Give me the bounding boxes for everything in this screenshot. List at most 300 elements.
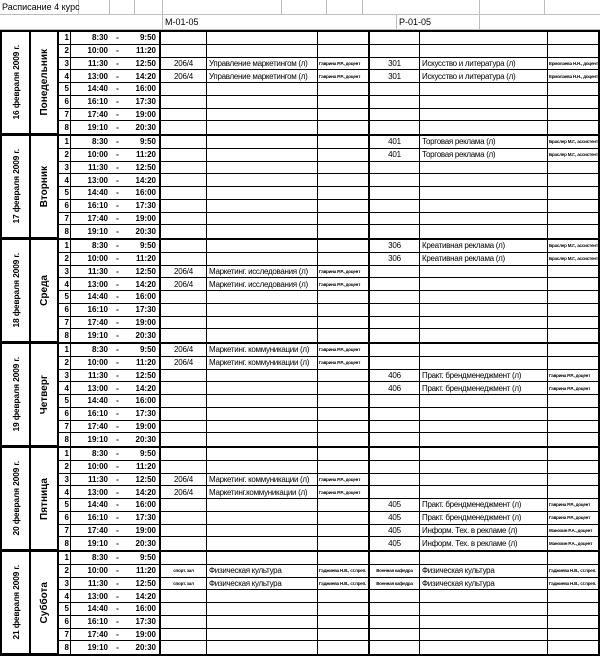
teacher-cell-m[interactable] [318,525,370,538]
row-number-cell[interactable]: 5 [59,187,71,200]
time-start-cell[interactable]: 10:00 [71,357,111,370]
room-cell-m[interactable] [161,96,207,109]
teacher-cell-m[interactable] [318,395,370,408]
teacher-cell-p[interactable]: Гаврина Р.Р., доцент [548,370,598,383]
teacher-cell-m[interactable] [318,537,370,550]
subject-cell-p[interactable] [420,291,548,304]
subject-cell-m[interactable] [207,512,318,525]
time-start-cell[interactable]: 13:00 [71,590,111,603]
row-number-cell[interactable]: 2 [59,357,71,370]
subject-cell-p[interactable] [420,329,548,342]
subject-cell-m[interactable] [207,537,318,550]
subject-cell-m[interactable]: Физическая культура [207,578,318,591]
time-start-cell[interactable]: 8:30 [71,136,111,149]
room-cell-p[interactable] [370,213,420,226]
row-number-cell[interactable]: 2 [59,149,71,162]
time-dash-cell[interactable]: - [111,461,124,474]
room-cell-p[interactable]: 405 [370,537,420,550]
time-dash-cell[interactable]: - [111,266,124,279]
time-dash-cell[interactable]: - [111,200,124,213]
room-cell-m[interactable] [161,512,207,525]
teacher-cell-m[interactable] [318,121,370,134]
room-cell-p[interactable]: 406 [370,370,420,383]
time-dash-cell[interactable]: - [111,187,124,200]
row-number-cell[interactable]: 4 [59,382,71,395]
row-number-cell[interactable]: 2 [59,45,71,58]
time-start-cell[interactable]: 10:00 [71,45,111,58]
teacher-cell-p[interactable] [548,395,598,408]
room-cell-m[interactable] [161,448,207,461]
teacher-cell-p[interactable] [548,266,598,279]
room-cell-m[interactable]: 206/4 [161,58,207,71]
room-cell-m[interactable] [161,382,207,395]
time-start-cell[interactable]: 13:00 [71,382,111,395]
time-dash-cell[interactable]: - [111,58,124,71]
time-end-cell[interactable]: 9:50 [124,344,161,357]
teacher-cell-m[interactable] [318,370,370,383]
time-dash-cell[interactable]: - [111,136,124,149]
row-number-cell[interactable]: 2 [59,461,71,474]
time-start-cell[interactable]: 19:10 [87,123,108,133]
subject-cell-m[interactable] [207,174,318,187]
teacher-cell-p[interactable]: Ермолаева Н.Н., доцент [548,70,598,83]
row-number-cell[interactable]: 2 [59,565,71,578]
time-end-cell[interactable]: 16:00 [124,187,161,200]
time-start-cell[interactable]: 8:30 [71,448,111,461]
time-end-cell[interactable]: 20:30 [124,433,161,446]
room-cell-m[interactable] [161,552,207,565]
room-cell-m[interactable] [161,174,207,187]
time-start-cell[interactable]: 13:00 [71,278,111,291]
room-cell-m[interactable]: 206/4 [161,266,207,279]
time-end-cell[interactable]: 14:20 [124,174,161,187]
teacher-cell-m[interactable] [318,162,370,175]
room-cell-m[interactable] [161,525,207,538]
teacher-cell-m[interactable] [318,291,370,304]
room-cell-p[interactable] [370,121,420,134]
time-start-cell[interactable]: 16:10 [71,512,111,525]
time-end-cell[interactable]: 16:00 [124,603,161,616]
row-number-cell[interactable]: 3 [59,58,71,71]
time-end-cell[interactable]: 19:00 [124,629,161,642]
date-cell[interactable] [2,32,31,134]
time-dash-cell[interactable]: - [111,629,124,642]
time-dash-cell[interactable]: - [111,486,124,499]
teacher-cell-p[interactable] [548,121,598,134]
row-number-cell[interactable]: 6 [59,200,71,213]
subject-cell-p[interactable] [420,162,548,175]
time-dash-cell[interactable]: - [111,603,124,616]
subject-cell-m[interactable] [207,461,318,474]
room-cell-p[interactable] [370,96,420,109]
teacher-cell-m[interactable]: Гаврина Р.Р., доцент [318,70,370,83]
subject-cell-m[interactable] [207,590,318,603]
subject-cell-p[interactable] [420,200,548,213]
time-end-cell[interactable]: 11:20 [124,45,161,58]
room-cell-p[interactable] [370,266,420,279]
teacher-cell-p[interactable] [548,641,598,654]
date-cell[interactable] [2,552,31,654]
room-cell-p[interactable] [370,200,420,213]
teacher-cell-m[interactable] [318,499,370,512]
time-dash-cell[interactable]: - [111,474,124,487]
time-start-cell[interactable]: 14:40 [71,187,111,200]
room-cell-m[interactable] [161,461,207,474]
teacher-cell-p[interactable] [548,291,598,304]
room-cell-p[interactable] [370,278,420,291]
row-number-cell[interactable]: 7 [59,317,71,330]
room-cell-p[interactable]: 401 [370,149,420,162]
subject-cell-p[interactable] [420,304,548,317]
subject-cell-m[interactable] [207,32,318,45]
row-number-cell[interactable]: 6 [59,512,71,525]
row-number-cell[interactable]: 4 [59,174,71,187]
subject-cell-p[interactable] [420,174,548,187]
time-end-cell[interactable]: 16:00 [124,291,161,304]
date-cell[interactable] [2,136,31,238]
teacher-cell-p[interactable] [548,200,598,213]
teacher-cell-m[interactable] [318,408,370,421]
time-end-cell[interactable]: 16:00 [124,395,161,408]
time-end-cell[interactable]: 14:20 [124,382,161,395]
subject-cell-p[interactable]: Креативная реклама (л) [420,253,548,266]
teacher-cell-m[interactable] [318,616,370,629]
time-end-cell[interactable]: 19:00 [124,317,161,330]
time-dash-cell[interactable]: - [111,382,124,395]
teacher-cell-m[interactable] [318,45,370,58]
time-dash-cell[interactable]: - [111,253,124,266]
time-end-cell[interactable]: 11:20 [124,357,161,370]
time-dash-cell[interactable]: - [111,408,124,421]
time-end-cell[interactable]: 12:50 [124,58,161,71]
time-end-cell[interactable]: 16:00 [124,83,161,96]
room-cell-m[interactable]: спорт. зал [161,565,207,578]
room-cell-p[interactable] [370,616,420,629]
room-cell-m[interactable] [161,395,207,408]
time-end-cell[interactable]: 14:20 [124,486,161,499]
subject-cell-p[interactable] [420,187,548,200]
teacher-cell-p[interactable]: Манохин Р.А., доцент [548,525,598,538]
subject-cell-p[interactable] [420,278,548,291]
room-cell-p[interactable] [370,109,420,122]
time-start-cell[interactable]: 10:00 [71,253,111,266]
teacher-cell-p[interactable]: Ермолаева Н.Н., доцент [548,58,598,71]
subject-cell-m[interactable] [207,370,318,383]
room-cell-p[interactable] [370,187,420,200]
subject-cell-p[interactable] [420,603,548,616]
row-number-cell[interactable]: 4 [59,70,71,83]
teacher-cell-p[interactable] [548,174,598,187]
group-header-p[interactable]: Р-01-05 [397,15,480,30]
subject-cell-p[interactable] [420,32,548,45]
subject-cell-m[interactable]: Маркетинг. коммуникации (л) [207,357,318,370]
time-dash-cell[interactable]: - [116,123,119,133]
teacher-cell-m[interactable]: Гаврина Р.Р., доцент [318,58,370,71]
teacher-cell-p[interactable] [548,344,598,357]
time-start-cell[interactable]: 17:40 [71,525,111,538]
subject-cell-p[interactable] [420,357,548,370]
time-start-cell[interactable]: 17:40 [71,421,111,434]
sheet-title[interactable]: Расписание 4 курс [0,0,79,15]
room-cell-m[interactable] [161,162,207,175]
time-end-cell[interactable]: 9:50 [124,32,161,45]
teacher-cell-p[interactable] [548,421,598,434]
time-end-cell[interactable]: 12:50 [124,474,161,487]
subject-cell-p[interactable]: Искусство и литература (л) [420,70,548,83]
time-start-cell[interactable]: 16:10 [71,200,111,213]
row-number-cell[interactable]: 6 [59,304,71,317]
time-dash-cell[interactable]: - [111,317,124,330]
teacher-cell-p[interactable] [548,187,598,200]
time-end-cell[interactable]: 14:20 [124,590,161,603]
room-cell-m[interactable]: спорт. зал [161,578,207,591]
empty-cell[interactable] [363,0,480,15]
teacher-cell-p[interactable] [548,96,598,109]
time-start-cell[interactable]: 13:00 [71,486,111,499]
subject-cell-m[interactable] [207,499,318,512]
room-cell-p[interactable]: 301 [370,58,420,71]
subject-cell-p[interactable] [420,616,548,629]
teacher-cell-p[interactable] [548,474,598,487]
time-start-cell[interactable]: 16:10 [71,96,111,109]
subject-cell-m[interactable] [207,136,318,149]
room-cell-m[interactable]: 206/4 [161,357,207,370]
room-cell-m[interactable] [161,149,207,162]
teacher-cell-p[interactable]: Гаврина Р.Р., доцент [548,512,598,525]
time-start-cell[interactable]: 11:30 [71,370,111,383]
subject-cell-m[interactable] [207,121,318,134]
room-cell-m[interactable] [161,370,207,383]
subject-cell-m[interactable]: Физическая культура [207,565,318,578]
teacher-cell-p[interactable] [548,461,598,474]
subject-cell-m[interactable]: Маркетинг. исследования (л) [207,266,318,279]
day-name-cell[interactable] [31,136,59,238]
time-dash-cell[interactable]: - [111,616,124,629]
room-cell-m[interactable] [161,136,207,149]
time-end-cell[interactable]: 12:50 [124,266,161,279]
time-start-cell[interactable]: 16:10 [71,304,111,317]
subject-cell-p[interactable] [420,486,548,499]
day-name-cell[interactable] [31,240,59,342]
time-end-cell[interactable]: 19:00 [124,421,161,434]
room-cell-p[interactable]: 405 [370,512,420,525]
time-dash-cell[interactable]: - [111,278,124,291]
time-start-cell[interactable]: 17:40 [71,317,111,330]
room-cell-p[interactable]: 306 [370,253,420,266]
teacher-cell-m[interactable]: Гаджиева Н.В., ст.преп. [318,565,370,578]
teacher-cell-m[interactable] [318,304,370,317]
row-number-cell[interactable]: 5 [59,291,71,304]
teacher-cell-p[interactable]: Браслер М.Г., ассистент [548,149,598,162]
subject-cell-m[interactable]: Управление маркетингом (л) [207,70,318,83]
time-dash-cell[interactable]: - [111,162,124,175]
time-end-cell[interactable]: 14:20 [124,70,161,83]
subject-cell-m[interactable] [207,45,318,58]
subject-cell-p[interactable]: Практ. брендменеджмент (л) [420,382,548,395]
subject-cell-m[interactable] [207,629,318,642]
row-number-cell[interactable]: 7 [59,421,71,434]
room-cell-p[interactable] [370,45,420,58]
subject-cell-m[interactable] [207,83,318,96]
time-start-cell[interactable]: 11:30 [71,474,111,487]
teacher-cell-m[interactable] [318,200,370,213]
time-start-cell[interactable]: 11:30 [71,162,111,175]
teacher-cell-m[interactable]: Гаджиева Н.В., ст.преп. [318,578,370,591]
empty-cell[interactable] [545,0,600,15]
teacher-cell-p[interactable] [548,304,598,317]
time-end-cell[interactable]: 11:20 [124,253,161,266]
room-cell-m[interactable] [161,603,207,616]
teacher-cell-m[interactable] [318,253,370,266]
row-number-cell[interactable]: 8 [59,641,71,654]
subject-cell-p[interactable] [420,590,548,603]
row-number-cell[interactable]: 4 [59,486,71,499]
teacher-cell-p[interactable]: Гаврина Р.Р., доцент [548,499,598,512]
subject-cell-p[interactable] [420,641,548,654]
time-dash-cell[interactable]: - [111,344,124,357]
subject-cell-m[interactable]: Маркетинг. коммуникации (л) [207,474,318,487]
room-cell-m[interactable] [161,83,207,96]
teacher-cell-m[interactable] [318,382,370,395]
time-dash-cell[interactable]: - [111,590,124,603]
subject-cell-p[interactable] [420,109,548,122]
teacher-cell-m[interactable] [318,174,370,187]
teacher-cell-p[interactable] [548,616,598,629]
time-end-cell[interactable]: 16:00 [124,499,161,512]
time-start-cell[interactable]: 19:10 [87,435,108,445]
teacher-cell-p[interactable]: Гаджиева Н.В., ст.преп. [548,578,598,591]
empty-cell[interactable] [480,0,545,15]
row-number-cell[interactable]: 5 [59,499,71,512]
time-dash-cell[interactable]: - [116,435,119,445]
subject-cell-p[interactable] [420,474,548,487]
room-cell-p[interactable] [370,83,420,96]
subject-cell-m[interactable] [207,253,318,266]
time-start-cell[interactable]: 8:30 [71,552,111,565]
room-cell-p[interactable] [370,590,420,603]
teacher-cell-p[interactable] [548,552,598,565]
teacher-cell-m[interactable]: Гаврина Р.Р., доцент [318,278,370,291]
time-start-cell[interactable]: 13:00 [71,70,111,83]
room-cell-m[interactable]: 206/4 [161,474,207,487]
room-cell-p[interactable] [370,225,420,238]
time-dash-cell[interactable]: - [111,149,124,162]
subject-cell-m[interactable] [207,408,318,421]
teacher-cell-p[interactable]: Браслер М.Г., ассистент [548,136,598,149]
room-cell-p[interactable] [370,641,420,654]
room-cell-m[interactable] [161,499,207,512]
room-cell-p[interactable] [370,629,420,642]
teacher-cell-p[interactable] [548,225,598,238]
time-end-cell[interactable]: 20:30 [124,225,161,238]
subject-cell-p[interactable] [420,45,548,58]
teacher-cell-m[interactable] [318,225,370,238]
room-cell-m[interactable] [161,253,207,266]
teacher-cell-p[interactable] [548,408,598,421]
room-cell-m[interactable] [161,213,207,226]
time-start-cell[interactable]: 13:00 [71,174,111,187]
teacher-cell-m[interactable]: Гаврина Р.Р., доцент [318,344,370,357]
day-name-cell[interactable] [31,448,59,550]
subject-cell-m[interactable]: Маркетинг.коммуникации (л) [207,486,318,499]
subject-cell-m[interactable] [207,96,318,109]
subject-cell-m[interactable] [207,213,318,226]
teacher-cell-p[interactable] [548,213,598,226]
room-cell-p[interactable] [370,304,420,317]
time-start-cell[interactable]: 10:00 [71,565,111,578]
time-start-cell[interactable]: 11:30 [71,58,111,71]
time-start-cell[interactable]: 10:00 [71,461,111,474]
teacher-cell-p[interactable]: Манохин Р.А., доцент [549,541,593,547]
room-cell-m[interactable] [161,200,207,213]
subject-cell-p[interactable] [420,213,548,226]
subject-cell-m[interactable]: Управление маркетингом (л) [207,58,318,71]
subject-cell-p[interactable]: Искусство и литература (л) [420,58,548,71]
room-cell-p[interactable] [370,603,420,616]
empty-cell[interactable] [282,0,327,15]
time-dash-cell[interactable]: - [111,213,124,226]
empty-cell[interactable] [110,0,135,15]
subject-cell-m[interactable] [207,240,318,253]
time-end-cell[interactable]: 17:30 [124,512,161,525]
subject-cell-p[interactable]: Практ. брендменеджмент (л) [420,370,548,383]
room-cell-m[interactable] [161,121,207,134]
room-cell-m[interactable] [161,240,207,253]
room-cell-m[interactable] [161,329,207,342]
time-start-cell[interactable]: 8:30 [71,32,111,45]
time-start-cell[interactable]: 11:30 [71,266,111,279]
teacher-cell-m[interactable] [318,461,370,474]
time-end-cell[interactable]: 12:50 [124,578,161,591]
room-cell-p[interactable] [370,329,420,342]
row-number-cell[interactable]: 1 [59,552,71,565]
time-start-cell[interactable]: 19:10 [87,227,108,237]
teacher-cell-p[interactable] [548,486,598,499]
time-dash-cell[interactable]: - [111,96,124,109]
row-number-cell[interactable]: 3 [59,370,71,383]
time-dash-cell[interactable]: - [111,240,124,253]
time-dash-cell[interactable]: - [111,512,124,525]
room-cell-m[interactable] [161,45,207,58]
time-end-cell[interactable]: 12:50 [124,162,161,175]
time-dash-cell[interactable]: - [111,578,124,591]
room-cell-p[interactable]: 306 [370,240,420,253]
time-end-cell[interactable]: 9:50 [124,240,161,253]
subject-cell-m[interactable] [207,317,318,330]
time-end-cell[interactable]: 14:20 [124,278,161,291]
teacher-cell-m[interactable] [318,629,370,642]
row-number-cell[interactable]: 7 [59,525,71,538]
subject-cell-p[interactable] [420,461,548,474]
time-dash-cell[interactable]: - [116,227,119,237]
room-cell-p[interactable]: 406 [370,382,420,395]
subject-cell-m[interactable] [207,433,318,446]
room-cell-p[interactable]: 401 [370,136,420,149]
teacher-cell-m[interactable] [318,149,370,162]
row-number-cell[interactable]: 6 [59,616,71,629]
subject-cell-m[interactable] [207,109,318,122]
row-number-cell[interactable]: 3 [59,474,71,487]
room-cell-p[interactable] [370,421,420,434]
teacher-cell-m[interactable] [318,96,370,109]
subject-cell-m[interactable] [207,603,318,616]
row-number-cell[interactable]: 8 [59,121,71,134]
time-start-cell[interactable]: 17:40 [71,109,111,122]
row-number-cell[interactable]: 5 [59,603,71,616]
teacher-cell-m[interactable] [318,590,370,603]
row-number-cell[interactable]: 1 [59,32,71,45]
teacher-cell-m[interactable] [318,512,370,525]
